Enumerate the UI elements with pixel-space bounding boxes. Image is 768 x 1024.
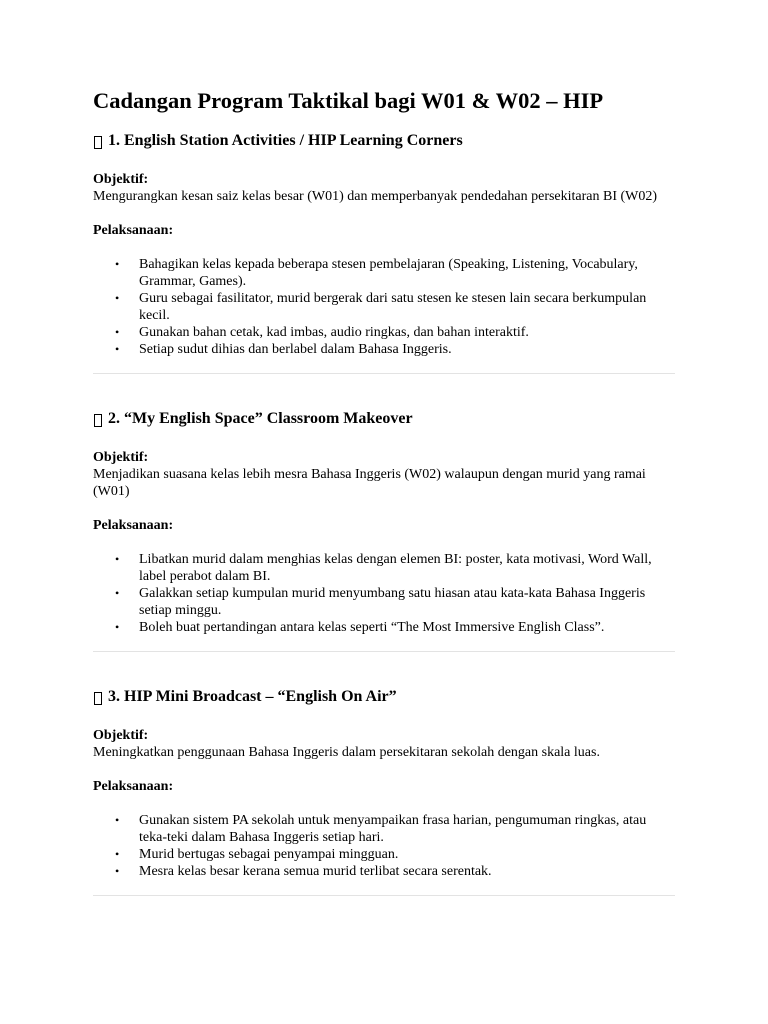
missing-glyph-box-icon: [94, 414, 102, 427]
implementation-label: Pelaksanaan:: [93, 779, 174, 794]
list-item: [93, 341, 675, 358]
bullet-icon: •: [115, 586, 120, 600]
bullet-icon: •: [115, 813, 120, 827]
section-heading-text: 3. HIP Mini Broadcast – “English On Air”: [108, 688, 397, 705]
implementation-label: Pelaksanaan:: [93, 518, 174, 533]
section-divider: [93, 373, 675, 374]
implementation-list: [93, 812, 675, 880]
bullet-icon: •: [115, 847, 120, 861]
document-page: [93, 86, 675, 896]
section-divider: [93, 895, 675, 896]
list-item-text: Murid bertugas sebagai penyampai mingguan.: [139, 847, 399, 862]
objective-text: Mengurangkan kesan saiz kelas besar (W01) dan memperbanyak pendedahan persekitaran BI (W02): [93, 189, 658, 204]
objective-text: Meningkatkan penggunaan Bahasa Inggeris dalam persekitaran sekolah dengan skala luas.: [93, 745, 600, 760]
list-item-text: Guru sebagai fasilitator, murid bergerak dari satu stesen ke stesen lain secara berkumpulan kecil.: [139, 291, 647, 323]
section-heading: [93, 686, 675, 708]
bullet-icon: •: [115, 552, 120, 566]
section-classroom-makeover: [93, 408, 675, 652]
list-item-text: Libatkan murid dalam menghias kelas dengan elemen BI: poster, kata motivasi, Word Wall, label perabot dalam BI.: [139, 552, 652, 584]
objective-label: Objektif:: [93, 728, 149, 743]
implementation-list: [93, 551, 675, 636]
implementation-label: Pelaksanaan:: [93, 223, 174, 238]
bullet-icon: •: [115, 325, 120, 339]
section-english-station: [93, 130, 675, 374]
list-item: [93, 812, 675, 846]
missing-glyph-box-icon: [94, 692, 102, 705]
section-divider: [93, 651, 675, 652]
list-item: [93, 619, 675, 636]
missing-glyph-box-icon: [94, 136, 102, 149]
section-heading-text: 1. English Station Activities / HIP Learning Corners: [108, 132, 463, 149]
list-item: [93, 863, 675, 880]
list-item-text: Setiap sudut dihias dan berlabel dalam Bahasa Inggeris.: [139, 342, 452, 357]
bullet-icon: •: [115, 864, 120, 878]
objective-label: Objektif:: [93, 172, 149, 187]
bullet-icon: •: [115, 620, 120, 634]
section-heading: [93, 408, 675, 430]
list-item: [93, 324, 675, 341]
implementation-list: [93, 256, 675, 358]
list-item-text: Boleh buat pertandingan antara kelas seperti “The Most Immersive English Class”.: [139, 620, 605, 635]
section-heading: [93, 130, 675, 152]
objective-text: Menjadikan suasana kelas lebih mesra Bahasa Inggeris (W02) walaupun dengan murid yang ramai (W01): [93, 467, 646, 499]
list-item: [93, 290, 675, 324]
bullet-icon: •: [115, 291, 120, 305]
bullet-icon: •: [115, 257, 120, 271]
section-mini-broadcast: [93, 686, 675, 896]
list-item-text: Galakkan setiap kumpulan murid menyumbang satu hiasan atau kata-kata Bahasa Inggeris setiap minggu.: [139, 586, 646, 618]
list-item-text: Bahagikan kelas kepada beberapa stesen pembelajaran (Speaking, Listening, Vocabulary, Grammar, Games).: [139, 257, 638, 289]
list-item: [93, 846, 675, 863]
bullet-icon: •: [115, 342, 120, 356]
list-item-text: Gunakan sistem PA sekolah untuk menyampaikan frasa harian, pengumuman ringkas, atau teka-teki dalam Bahasa Inggeris setiap hari.: [139, 813, 647, 845]
list-item: [93, 256, 675, 290]
section-heading-text: 2. “My English Space” Classroom Makeover: [108, 410, 413, 427]
list-item-text: Mesra kelas besar kerana semua murid terlibat secara serentak.: [139, 864, 492, 879]
list-item-text: Gunakan bahan cetak, kad imbas, audio ringkas, dan bahan interaktif.: [139, 325, 529, 340]
list-item: [93, 585, 675, 619]
list-item: [93, 551, 675, 585]
document-title: Cadangan Program Taktikal bagi W01 & W02 – HIP: [93, 88, 604, 113]
objective-label: Objektif:: [93, 450, 149, 465]
